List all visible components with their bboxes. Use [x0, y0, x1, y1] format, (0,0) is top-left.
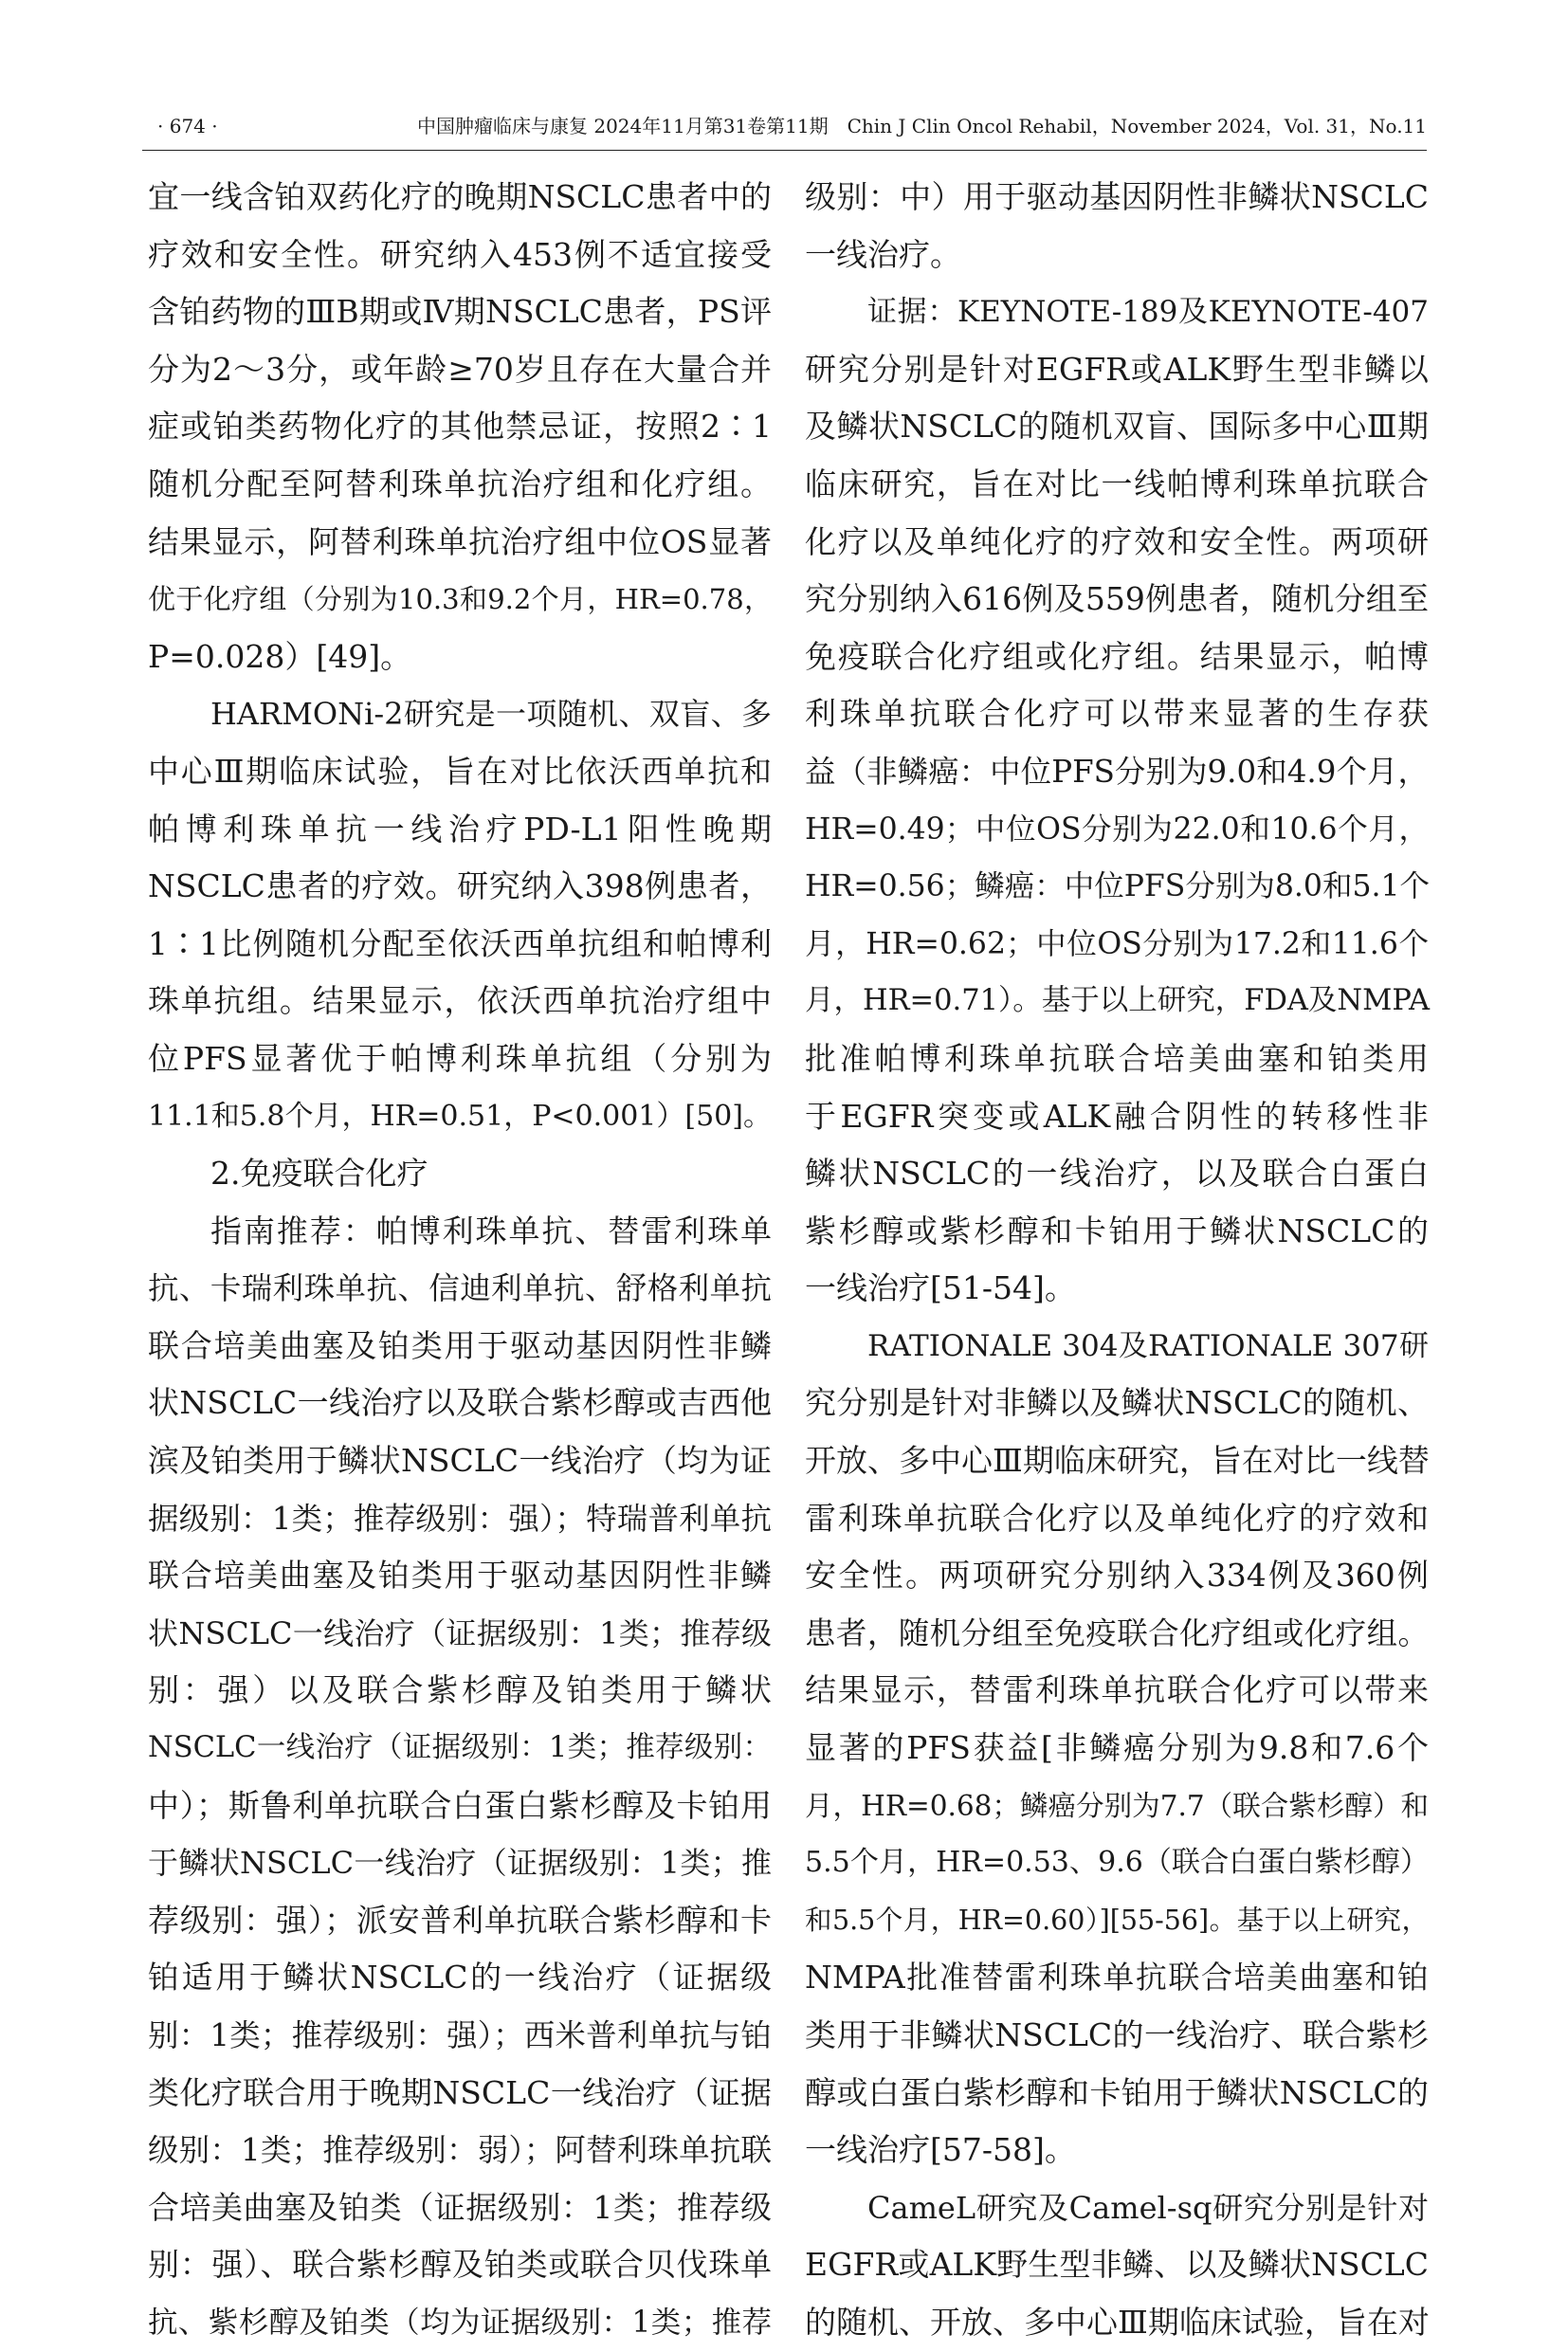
text-line: RATIONALE 304及RATIONALE 307研	[867, 1328, 1429, 1363]
text-line: 联合培美曲塞及铂类用于驱动基因阴性非鳞	[148, 1326, 772, 1364]
text-line: 一线治疗[51-54]。	[805, 1269, 1076, 1307]
text-line: 帕博利珠单抗一线治疗PD-L1阳性晚期	[148, 810, 772, 848]
text-line: 11.1和5.8个月，HR=0.51，P<0.001）[50]。	[148, 1099, 772, 1133]
text-line: 及鳞状NSCLC的随机双盲、国际多中心Ⅲ期	[805, 408, 1429, 446]
text-line: 症或铂类药物化疗的其他禁忌证，按照2∶1	[148, 408, 772, 446]
text-line: 级别：中）用于驱动基因阴性非鳞状NSCLC	[805, 178, 1429, 215]
text-line: 紫杉醇或紫杉醇和卡铂用于鳞状NSCLC的	[805, 1212, 1429, 1249]
text-line: 中）；斯鲁利单抗联合白蛋白紫杉醇及卡铂用	[148, 1786, 772, 1824]
text-line: NMPA批准替雷利珠单抗联合培美曲塞和铂	[805, 1959, 1429, 1996]
text-line: 别：1类；推荐级别：强）；西米普利单抗与铂	[148, 2017, 772, 2053]
text-line: 中心Ⅲ期临床试验，旨在对比依沃西单抗和	[148, 752, 772, 790]
text-line: 显著的PFS获益[非鳞癌分别为9.8和7.6个	[805, 1729, 1429, 1767]
text-line: 别：强）、联合紫杉醇及铂类或联合贝伐珠单	[148, 2246, 772, 2284]
text-line: 状NSCLC一线治疗（证据级别：1类；推荐级	[148, 1614, 772, 1651]
text-line: 月，HR=0.62；中位OS分别为17.2和11.6个	[805, 926, 1429, 961]
text-line: 指南推荐：帕博利珠单抗、替雷利珠单	[210, 1212, 772, 1249]
right-text-column	[805, 169, 1431, 2341]
text-line: HR=0.56；鳞癌：中位PFS分别为8.0和5.1个	[805, 869, 1431, 904]
text-line: 免疫联合化疗组或化疗组。结果显示，帕博	[805, 637, 1429, 675]
text-line: 5.5个月，HR=0.53、9.6（联合白蛋白紫杉醇）	[805, 1846, 1429, 1880]
text-line: 随机分配至阿替利珠单抗治疗组和化疗组。	[148, 465, 772, 502]
text-line: 化疗以及单纯化疗的疗效和安全性。两项研	[805, 522, 1429, 560]
text-line: 利珠单抗联合化疗可以带来显著的生存获	[805, 695, 1429, 733]
text-line: HARMONi-2研究是一项随机、双盲、多	[210, 696, 772, 733]
left-text-column	[148, 169, 772, 2340]
text-line: 鳞状NSCLC的一线治疗，以及联合白蛋白	[805, 1155, 1429, 1193]
journal-running-head: 中国肿瘤临床与康复 2024年11月第31卷第11期 Chin J Clin Oncol Rehabil，November 2024，Vol. 31，No.11	[417, 115, 1427, 137]
text-line: 级别：1类；推荐级别：弱）；阿替利珠单抗联	[148, 2132, 772, 2169]
text-line: 结果显示，替雷利珠单抗联合化疗可以带来	[805, 1671, 1429, 1709]
text-line: 位PFS显著优于帕博利珠单抗组（分别为	[148, 1039, 772, 1077]
text-line: 和5.5个月，HR=0.60）][55-56]。基于以上研究，	[805, 1904, 1429, 1936]
text-line: 研究分别是针对EGFR或ALK野生型非鳞以	[805, 350, 1429, 388]
text-line: 含铂药物的ⅢB期或Ⅳ期NSCLC患者，PS评	[148, 293, 772, 331]
text-line: P=0.028）[49]。	[148, 637, 412, 675]
text-line: 月，HR=0.68；鳞癌分别为7.7（联合紫杉醇）和	[805, 1789, 1429, 1822]
text-line: 醇或白蛋白紫杉醇和卡铂用于鳞状NSCLC的	[805, 2073, 1429, 2111]
text-line: 合培美曲塞及铂类（证据级别：1类；推荐级	[148, 2188, 772, 2226]
text-line: 荐级别：强）；派安普利单抗联合紫杉醇和卡	[148, 1901, 772, 1939]
text-line: 1∶1比例随机分配至依沃西单抗组和帕博利	[148, 924, 772, 962]
text-line: HR=0.49；中位OS分别为22.0和10.6个月，	[805, 811, 1429, 847]
text-line: 益（非鳞癌：中位PFS分别为9.0和4.9个月，	[805, 753, 1429, 790]
text-line: NSCLC患者的疗效。研究纳入398例患者，	[148, 867, 772, 905]
text-line: 临床研究，旨在对比一线帕博利珠单抗联合	[805, 465, 1429, 502]
text-line: 优于化疗组（分别为10.3和9.2个月，HR=0.78，	[148, 583, 772, 616]
text-line: 类化疗联合用于晚期NSCLC一线治疗（证据	[148, 2073, 772, 2111]
text-line: 究分别是针对非鳞以及鳞状NSCLC的随机、	[805, 1384, 1429, 1422]
text-line: 铂适用于鳞状NSCLC的一线治疗（证据级	[148, 1959, 772, 1996]
text-line: NSCLC一线治疗（证据级别：1类；推荐级别：	[148, 1731, 772, 1765]
text-line: 雷利珠单抗联合化疗以及单纯化疗的疗效和	[805, 1499, 1429, 1537]
text-line: 珠单抗组。结果显示，依沃西单抗治疗组中	[148, 982, 772, 1020]
text-line: 一线治疗。	[805, 235, 961, 273]
text-line: 分为2～3分，或年龄≥70岁且存在大量合并	[148, 350, 772, 388]
text-line: 疗效和安全性。研究纳入453例不适宜接受	[148, 235, 772, 273]
text-line: 安全性。两项研究分别纳入334例及360例	[805, 1557, 1429, 1595]
text-line: 于鳞状NSCLC一线治疗（证据级别：1类；推	[148, 1845, 772, 1882]
text-line: 别：强）以及联合紫杉醇及铂类用于鳞状	[148, 1671, 772, 1709]
text-line: 类用于非鳞状NSCLC的一线治疗、联合紫杉	[805, 2016, 1429, 2053]
text-line: 的随机、开放、多中心Ⅲ期临床试验，旨在对	[805, 2303, 1430, 2341]
page-number: · 674 ·	[157, 115, 218, 137]
text-line: 究分别纳入616例及559例患者，随机分组至	[805, 580, 1429, 618]
text-line: 联合培美曲塞及铂类用于驱动基因阴性非鳞	[148, 1557, 772, 1595]
text-line: 月，HR=0.71）。基于以上研究，FDA及NMPA	[805, 984, 1431, 1018]
text-line: 于EGFR突变或ALK融合阴性的转移性非	[805, 1097, 1429, 1135]
text-line: 抗、卡瑞利珠单抗、信迪利单抗、舒格利单抗	[148, 1270, 772, 1307]
text-line: 开放、多中心Ⅲ期临床研究，旨在对比一线替	[805, 1442, 1430, 1480]
text-line: 据级别：1类；推荐级别：强）；特瑞普利单抗	[148, 1500, 772, 1537]
text-line: EGFR或ALK野生型非鳞、以及鳞状NSCLC	[805, 2246, 1429, 2284]
text-line: 证据：KEYNOTE-189及KEYNOTE-407	[867, 295, 1429, 330]
text-line: 2.免疫联合化疗	[210, 1155, 428, 1193]
text-line: 宜一线含铂双药化疗的晚期NSCLC患者中的	[148, 178, 772, 215]
text-line: 抗、紫杉醇及铂类（均为证据级别：1类；推荐	[148, 2305, 772, 2340]
text-line: 状NSCLC一线治疗以及联合紫杉醇或吉西他	[148, 1384, 772, 1422]
text-line: 批准帕博利珠单抗联合培美曲塞和铂类用	[805, 1039, 1429, 1077]
text-line: 结果显示，阿替利珠单抗治疗组中位OS显著	[148, 522, 772, 560]
text-line: CameL研究及Camel-sq研究分别是针对	[867, 2189, 1429, 2226]
running-header	[142, 106, 1427, 151]
text-line: 滨及铂类用于鳞状NSCLC一线治疗（均为证	[148, 1442, 772, 1480]
text-line: 患者，随机分组至免疫联合化疗组或化疗组。	[805, 1614, 1429, 1651]
text-line: 一线治疗[57-58]。	[805, 2131, 1076, 2169]
